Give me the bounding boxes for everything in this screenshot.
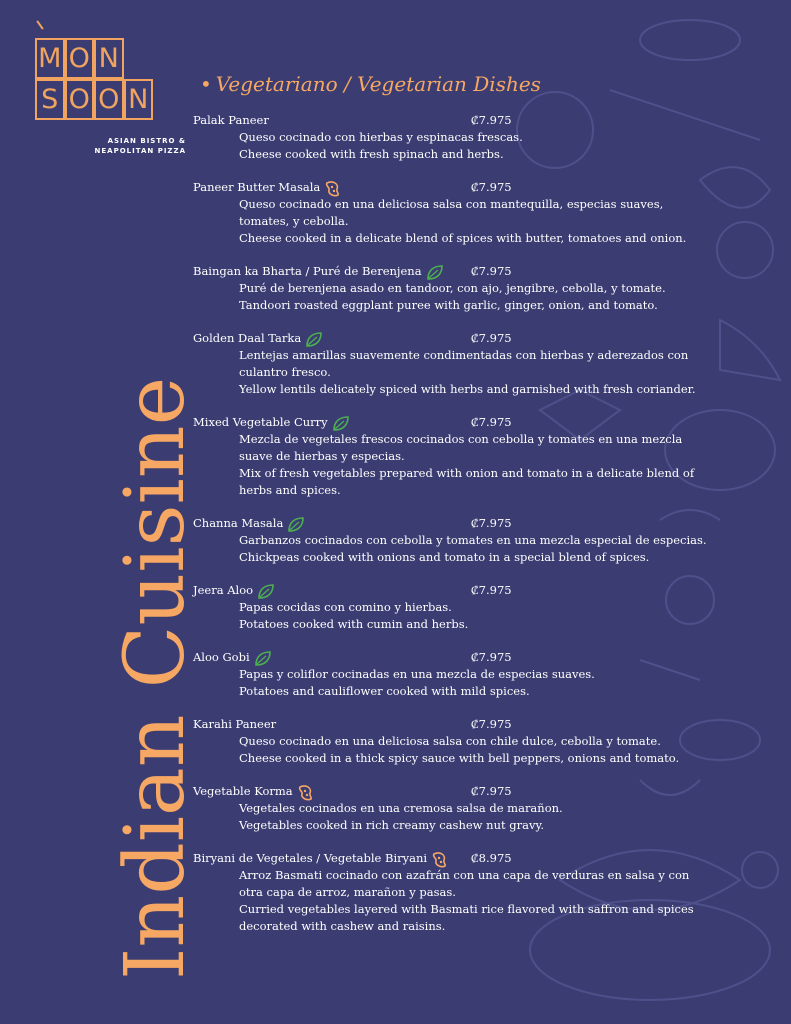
dish-price: ₡7.975 xyxy=(471,717,512,731)
dish-description-es: Garbanzos cocinados con cebolla y tomates en una mezcla especial de especias. xyxy=(239,533,707,547)
logo-letter: N xyxy=(124,79,154,120)
menu-item-header xyxy=(193,783,783,800)
menu-item xyxy=(193,850,783,935)
dish-description-en: Tandoori roasted eggplant puree with garlic, ginger, onion, and tomato. xyxy=(239,298,658,312)
dish-price: ₡8.975 xyxy=(471,851,512,865)
menu-item-header xyxy=(193,112,783,129)
dish-price: ₡7.975 xyxy=(471,415,512,429)
section-title xyxy=(200,72,541,96)
dish-description-en: Curried vegetables layered with Basmati rice flavored with saffron and spices xyxy=(239,902,694,916)
dish-price: ₡7.975 xyxy=(471,784,512,798)
dish-name: Baingan ka Bharta / Puré de Berenjena xyxy=(193,264,422,278)
dish-description-en: Potatoes and cauliflower cooked with mild spices. xyxy=(239,684,530,698)
leaf-icon xyxy=(287,516,305,533)
dish-description-en: Potatoes cooked with cumin and herbs. xyxy=(239,617,469,631)
nut-icon xyxy=(297,784,315,801)
menu-item-header xyxy=(193,716,783,733)
menu-item xyxy=(193,179,783,247)
logo-letter: M xyxy=(35,38,65,79)
leaf-icon xyxy=(257,583,275,600)
dish-price: ₡7.975 xyxy=(471,516,512,530)
dish-description-en: Yellow lentils delicately spiced with herbs and garnished with fresh coriander. xyxy=(239,382,696,396)
menu-item xyxy=(193,263,783,314)
leaf-icon xyxy=(426,264,444,281)
logo-accent-mark xyxy=(36,20,43,29)
dish-description-es: suave de hierbas y especias. xyxy=(239,449,405,463)
leaf-icon xyxy=(305,331,323,348)
dish-name: Vegetable Korma xyxy=(193,784,293,798)
dish-description-es: otra capa de arroz, marañon y pasas. xyxy=(239,885,456,899)
dish-description-en: Cheese cooked in a delicate blend of spices with butter, tomatoes and onion. xyxy=(239,231,687,245)
dish-name: Channa Masala xyxy=(193,516,284,530)
menu-item-header xyxy=(193,263,783,280)
dish-price: ₡7.975 xyxy=(471,583,512,597)
logo-letter: O xyxy=(65,79,95,120)
section-title-text: Vegetariano / Vegetarian Dishes xyxy=(215,72,541,96)
menu-item-header xyxy=(193,515,783,532)
menu-item xyxy=(193,783,783,834)
dish-description-es: Papas y coliflor cocinadas en una mezcla de especias suaves. xyxy=(239,667,595,681)
logo-letter-grid xyxy=(35,38,153,120)
menu-item xyxy=(193,515,783,566)
dish-name: Jeera Aloo xyxy=(193,583,254,597)
menu-item-header xyxy=(193,582,783,599)
dish-description-en: Cheese cooked in a thick spicy sauce with bell peppers, onions and tomato. xyxy=(239,751,680,765)
tagline-line-2: NEAPOLITAN PIZZA xyxy=(94,147,186,155)
dish-description-es: Queso cocinado con hierbas y espinacas frescas. xyxy=(239,130,523,144)
dish-description-es: Vegetales cocinados en una cremosa salsa de marañon. xyxy=(239,801,563,815)
dish-description-en: Cheese cooked with fresh spinach and herbs. xyxy=(239,147,504,161)
tagline-line-1: ASIAN BISTRO & xyxy=(107,137,186,145)
dish-description-es: Arroz Basmati cocinado con azafrán con una capa de verduras en salsa y con xyxy=(239,868,690,882)
dish-description-es: Lentejas amarillas suavemente condimentadas con hierbas y aderezados con xyxy=(239,348,689,362)
section-bullet: • xyxy=(200,72,212,96)
menu-item xyxy=(193,414,783,499)
dish-name: Biryani de Vegetales / Vegetable Biryani xyxy=(193,851,428,865)
dish-name: Karahi Paneer xyxy=(193,717,277,731)
dish-price: ₡7.975 xyxy=(471,113,512,127)
dish-description-es: Queso cocinado en una deliciosa salsa con chile dulce, cebolla y tomate. xyxy=(239,734,661,748)
menu-item-header xyxy=(193,179,783,196)
dish-price: ₡7.975 xyxy=(471,331,512,345)
dish-description-es: culantro fresco. xyxy=(239,365,331,379)
menu-item xyxy=(193,649,783,700)
dish-description-es: Puré de berenjena asado en tandoor, con ajo, jengibre, cebolla, y tomate. xyxy=(239,281,666,295)
dish-description-en: herbs and spices. xyxy=(239,483,341,497)
menu-item xyxy=(193,582,783,633)
nut-icon xyxy=(431,851,449,868)
dish-description-en: Vegetables cooked in rich creamy cashew nut gravy. xyxy=(239,818,545,832)
logo-letter: O xyxy=(94,79,124,120)
dish-description-es: Papas cocidas con comino y hierbas. xyxy=(239,600,452,614)
dish-name: Palak Paneer xyxy=(193,113,269,127)
dish-description-es: Mezcla de vegetales frescos cocinados con cebolla y tomates en una mezcla xyxy=(239,432,683,446)
menu-item-header xyxy=(193,414,783,431)
menu-item xyxy=(193,112,783,163)
menu-item-header xyxy=(193,850,783,867)
menu-item-header xyxy=(193,330,783,347)
menu-item xyxy=(193,716,783,767)
menu-item-header xyxy=(193,649,783,666)
leaf-icon xyxy=(332,415,350,432)
menu-items-list xyxy=(193,112,783,951)
logo-letter: N xyxy=(94,38,124,79)
dish-price: ₡7.975 xyxy=(471,264,512,278)
dish-description-en: Mix of fresh vegetables prepared with onion and tomato in a delicate blend of xyxy=(239,466,695,480)
logo-letter: O xyxy=(65,38,95,79)
leaf-icon xyxy=(254,650,272,667)
dish-description-es: Queso cocinado en una deliciosa salsa con mantequilla, especias suaves, xyxy=(239,197,664,211)
dish-description-es: tomates, y cebolla. xyxy=(239,214,349,228)
menu-item xyxy=(193,330,783,398)
logo-tagline xyxy=(94,136,186,156)
dish-description-en: decorated with cashew and raisins. xyxy=(239,919,446,933)
cuisine-title: Indian Cuisine xyxy=(108,376,203,980)
nut-icon xyxy=(324,180,342,197)
dish-name: Aloo Gobi xyxy=(193,650,250,664)
dish-description-en: Chickpeas cooked with onions and tomato in a special blend of spices. xyxy=(239,550,650,564)
dish-name: Golden Daal Tarka xyxy=(193,331,302,345)
dish-price: ₡7.975 xyxy=(471,650,512,664)
logo-letter: S xyxy=(35,79,65,120)
dish-price: ₡7.975 xyxy=(471,180,512,194)
dish-name: Mixed Vegetable Curry xyxy=(193,415,328,429)
dish-name: Paneer Butter Masala xyxy=(193,180,321,194)
